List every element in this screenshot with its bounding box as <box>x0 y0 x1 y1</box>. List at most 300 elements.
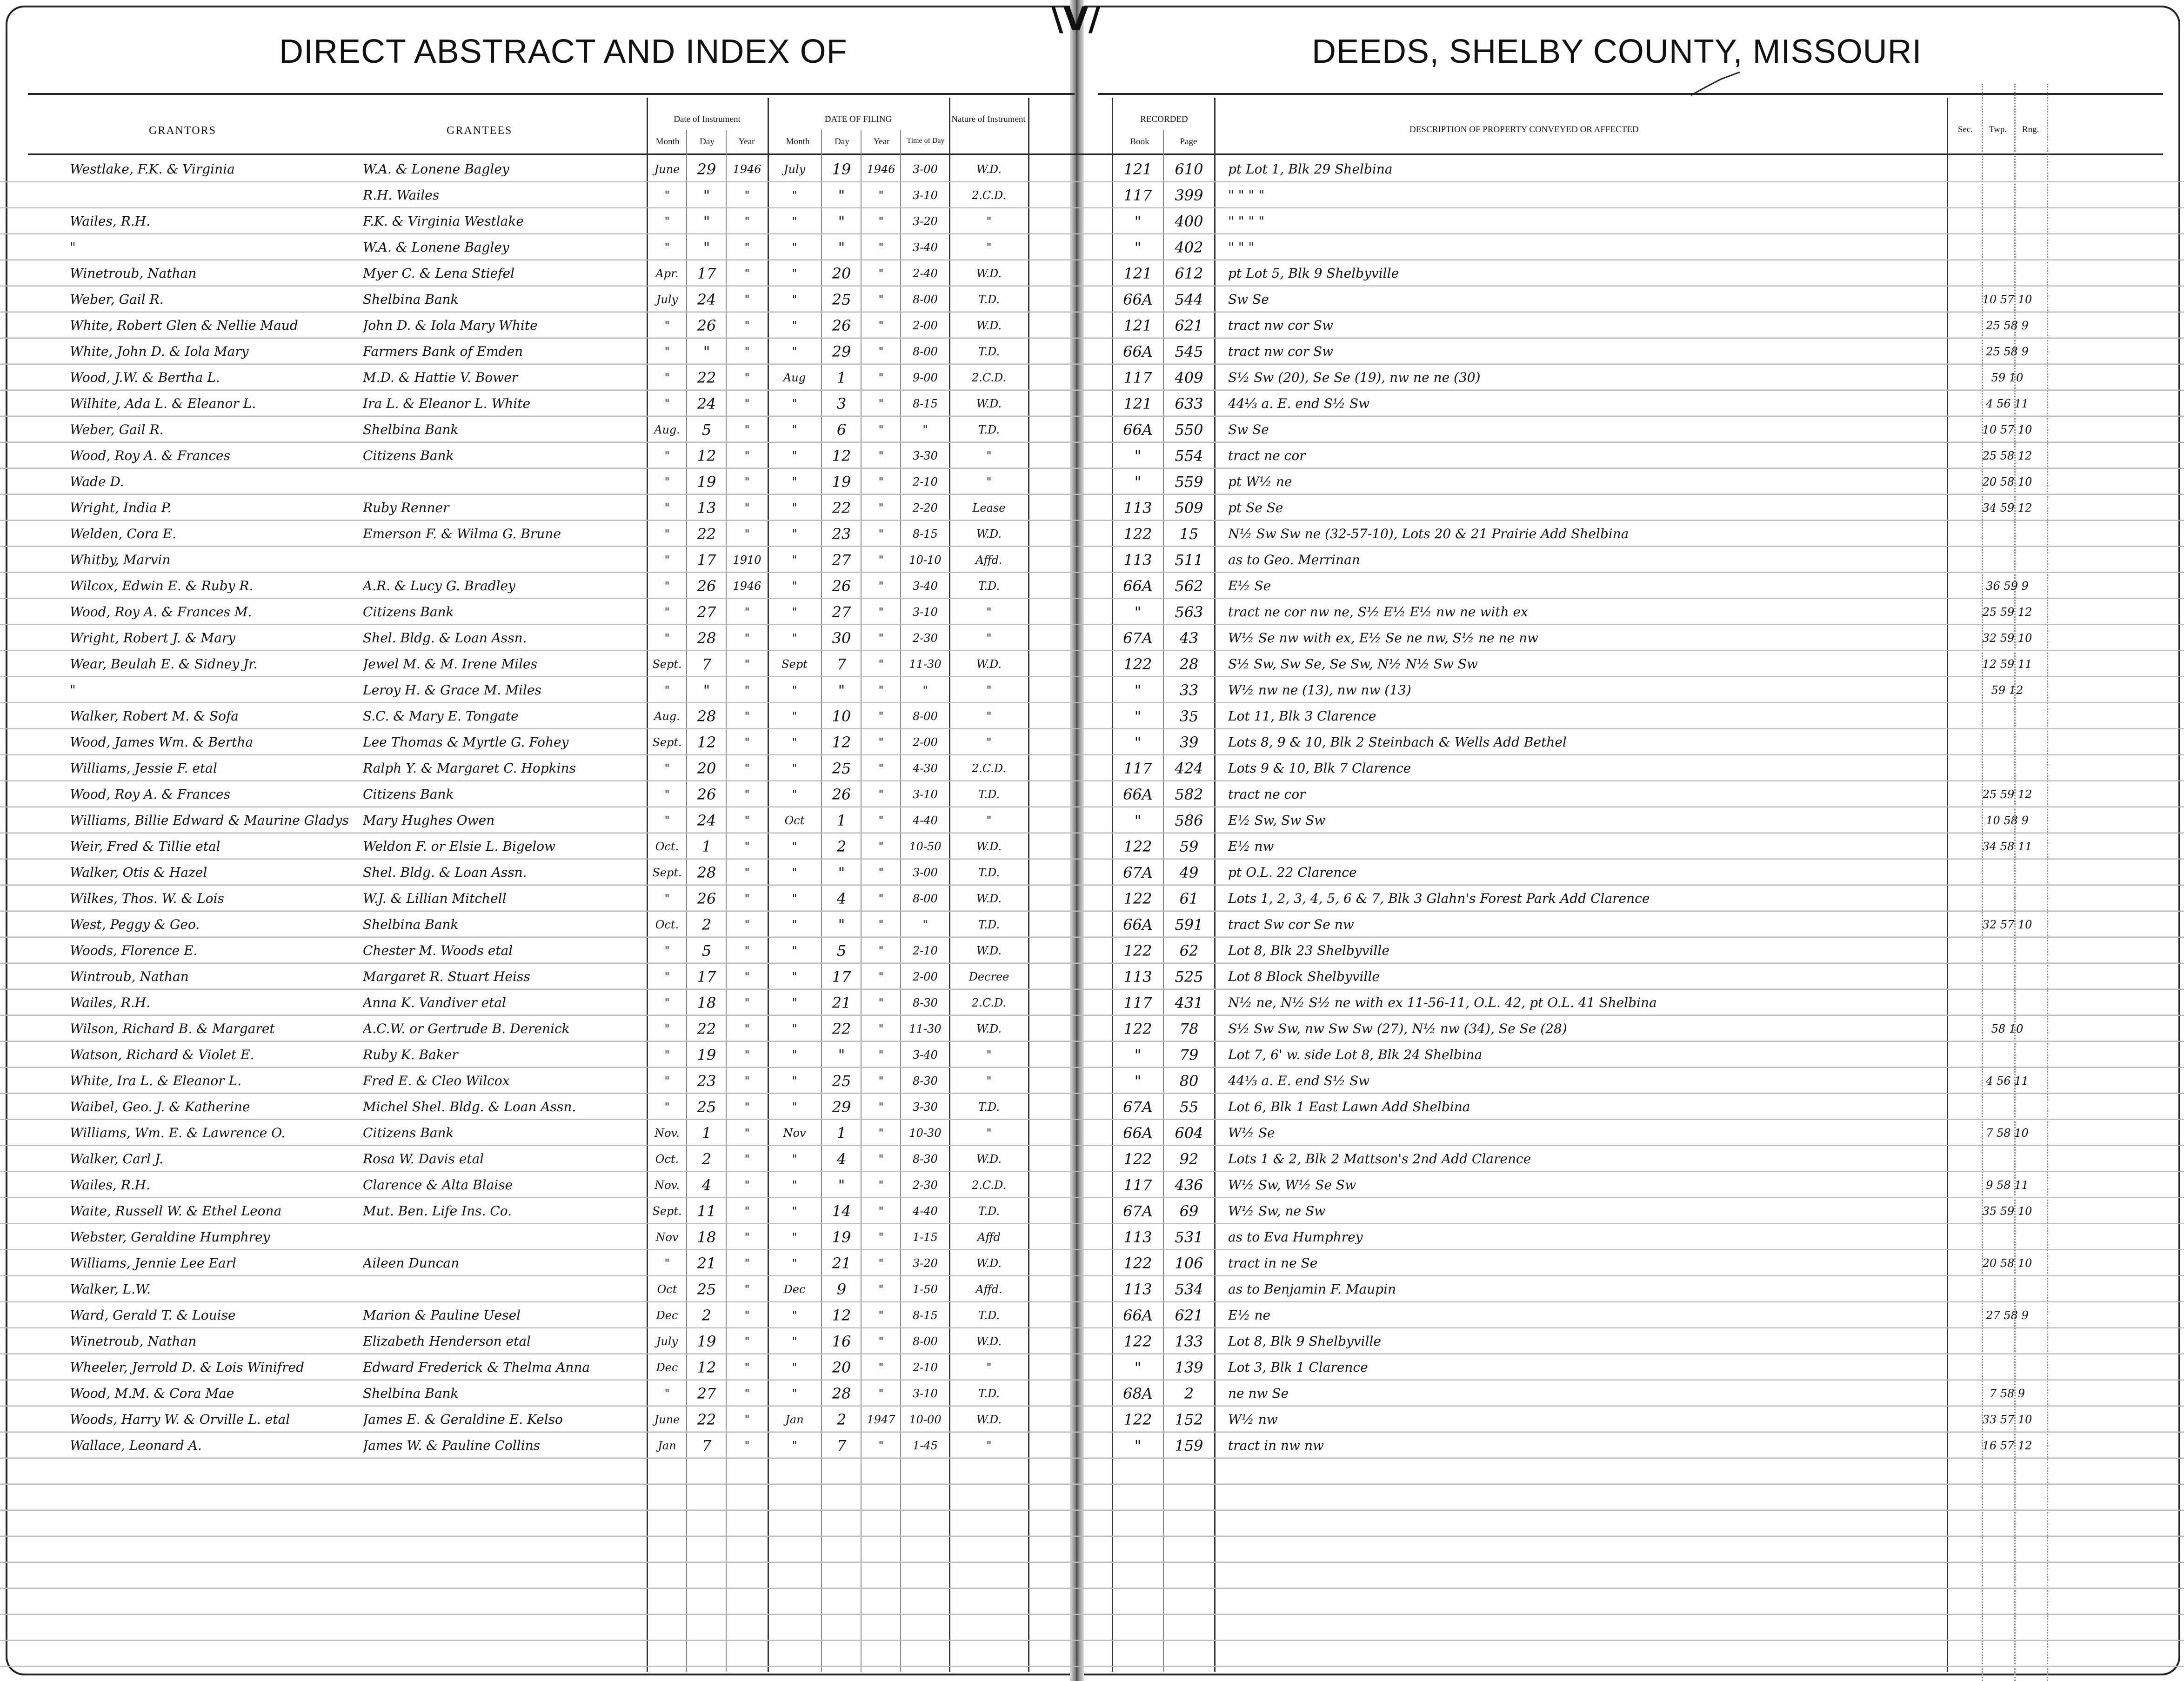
cell-im: Nov. <box>655 1179 680 1192</box>
cell-fd: 26 <box>832 317 851 334</box>
cell-page: 15 <box>1179 525 1199 543</box>
cell-fd: 29 <box>832 343 851 360</box>
cell-im: " <box>664 970 670 983</box>
cell-fm: " <box>792 606 797 619</box>
cell-page: 55 <box>1179 1098 1199 1116</box>
cell-fd: " <box>838 1046 845 1064</box>
cell-fm: " <box>792 1231 797 1244</box>
cell-nat: T.D. <box>978 1101 1000 1114</box>
cell-fm: Oct <box>784 814 805 827</box>
cell-desc: E½ nw <box>1228 839 1274 854</box>
cell-ft: " <box>922 423 928 436</box>
cell-iy: " <box>744 892 750 905</box>
cell-page: 39 <box>1179 734 1199 751</box>
cell-str: 7 58 9 <box>1989 1387 2025 1400</box>
cell-iy: " <box>744 1439 750 1452</box>
table-row <box>0 1146 2184 1172</box>
cell-iy: 1910 <box>733 554 761 567</box>
cell-fm: " <box>792 970 797 983</box>
cell-desc: tract Sw cor Se nw <box>1228 917 1354 932</box>
cell-fd: 19 <box>832 1228 851 1246</box>
cell-str: 32 57 10 <box>1982 918 2032 931</box>
cell-fm: " <box>792 1387 797 1400</box>
table-row <box>0 1302 2184 1328</box>
cell-page: 562 <box>1175 577 1203 595</box>
cell-id: 21 <box>697 1254 716 1272</box>
cell-iy: " <box>744 684 750 697</box>
cell-fy: " <box>878 1205 884 1218</box>
cell-im: Dec <box>656 1309 678 1322</box>
table-row <box>0 287 2184 313</box>
cell-book: 122 <box>1123 1333 1152 1350</box>
table-row <box>0 834 2184 860</box>
cell-grantor: Wood, Roy A. & Frances M. <box>70 604 252 620</box>
cell-grantor: Wood, Roy A. & Frances <box>70 448 230 463</box>
cell-iy: " <box>744 371 750 384</box>
cell-book: 66A <box>1123 577 1153 595</box>
cell-grantee: W.A. & Lonene Bagley <box>363 240 509 255</box>
cell-nat: W.D. <box>976 1022 1002 1035</box>
cell-iy: " <box>744 970 750 983</box>
cell-fd: 4 <box>836 1150 847 1168</box>
cell-str: 34 58 11 <box>1982 840 2032 853</box>
cell-book: " <box>1134 1437 1142 1454</box>
cell-grantor: Wailes, R.H. <box>70 995 150 1010</box>
cell-grantor: Weber, Gail R. <box>70 292 164 307</box>
cell-nat: " <box>986 710 992 723</box>
cell-fy: " <box>878 658 884 671</box>
cell-fy: " <box>878 319 884 332</box>
cell-fd: 29 <box>832 1098 851 1116</box>
cell-id: 28 <box>697 864 716 881</box>
cell-fm: " <box>792 580 797 593</box>
cell-page: 133 <box>1175 1333 1203 1350</box>
cell-fd: 28 <box>832 1385 851 1402</box>
cell-grantor: Wilcox, Edwin E. & Ruby R. <box>70 578 254 594</box>
table-row <box>0 156 2184 182</box>
cell-grantor: Wood, M.M. & Cora Mae <box>70 1386 234 1401</box>
cell-fm: " <box>792 1361 797 1374</box>
cell-grantor: Wood, Roy A. & Frances <box>70 787 230 802</box>
cell-id: 18 <box>697 994 716 1012</box>
cell-ft: 2-00 <box>913 319 938 332</box>
cell-im: " <box>664 580 670 593</box>
cell-iy: " <box>744 762 750 775</box>
cell-fy: " <box>878 1153 884 1166</box>
cell-id: 25 <box>697 1098 716 1116</box>
cell-fy: " <box>878 1361 884 1374</box>
cell-im: July <box>656 1335 678 1348</box>
cell-id: 18 <box>697 1228 716 1246</box>
table-row <box>0 1120 2184 1146</box>
cell-im: " <box>664 788 670 801</box>
cell-desc: tract ne cor <box>1228 787 1306 802</box>
cell-ft: 3-10 <box>913 606 938 619</box>
cell-grantee: S.C. & Mary E. Tongate <box>363 708 519 724</box>
cell-id: 24 <box>697 291 716 308</box>
col-fil-month: Month <box>786 137 810 147</box>
cell-fd: 12 <box>832 447 851 465</box>
cell-id: 2 <box>701 1150 712 1168</box>
cell-desc: N½ Sw Sw ne (32-57-10), Lots 20 & 21 Prairie Add Shelbina <box>1228 526 1629 541</box>
cell-book: " <box>1134 213 1142 230</box>
cell-book: " <box>1134 603 1142 621</box>
table-row <box>0 651 2184 677</box>
cell-ft: 8-00 <box>913 345 938 358</box>
cell-page: 591 <box>1175 916 1203 934</box>
cell-nat: T.D. <box>978 918 1000 931</box>
cell-grantee: Shelbina Bank <box>363 422 459 437</box>
table-row <box>0 1276 2184 1302</box>
cell-im: " <box>664 449 670 462</box>
cell-str: 59 12 <box>1991 684 2024 697</box>
cell-ft: 1-45 <box>913 1439 938 1452</box>
cell-book: 117 <box>1123 1176 1152 1194</box>
cell-fd: " <box>838 213 845 230</box>
cell-nat: T.D. <box>978 1205 1000 1218</box>
cell-im: " <box>664 1048 670 1061</box>
cell-grantee: Mut. Ben. Life Ins. Co. <box>363 1203 512 1219</box>
cell-im: " <box>664 527 670 540</box>
cell-im: " <box>664 345 670 358</box>
table-row <box>0 417 2184 443</box>
cell-im: " <box>664 684 670 697</box>
cell-fm: " <box>792 189 797 202</box>
cell-ft: 10-10 <box>909 554 942 567</box>
cell-grantee: James W. & Pauline Collins <box>363 1438 541 1453</box>
table-row <box>0 599 2184 625</box>
cell-ft: 1-50 <box>913 1283 938 1296</box>
cell-fm: July <box>783 163 806 176</box>
cell-fm: " <box>792 501 797 514</box>
cell-id: 1 <box>701 1124 712 1142</box>
cell-book: 113 <box>1123 551 1152 569</box>
cell-fm: " <box>792 423 797 436</box>
cell-book: " <box>1134 1046 1142 1064</box>
cell-im: July <box>656 293 678 306</box>
cell-id: 12 <box>697 734 716 751</box>
cell-im: " <box>664 606 670 619</box>
cell-ft: 8-00 <box>913 710 938 723</box>
cell-nat: W.D. <box>976 892 1002 905</box>
cell-id: " <box>703 681 710 699</box>
col-recorded-header: RECORDED <box>1140 114 1188 124</box>
cell-grantor: Wilkes, Thos. W. & Lois <box>70 891 224 906</box>
cell-nat: " <box>986 215 992 228</box>
cell-page: 525 <box>1175 968 1203 986</box>
cell-iy: " <box>744 1074 750 1087</box>
cell-desc: pt Lot 1, Blk 29 Shelbina <box>1228 161 1393 177</box>
cell-fm: " <box>792 1257 797 1270</box>
cell-nat: Affd. <box>975 1283 1002 1296</box>
cell-id: 28 <box>697 629 716 647</box>
cell-desc: Lot 8, Blk 9 Shelbyville <box>1228 1334 1382 1349</box>
cell-str: 59 10 <box>1991 371 2024 384</box>
cell-grantor: Weir, Fred & Tillie etal <box>70 839 220 854</box>
cell-str: 25 59 12 <box>1982 606 2032 619</box>
table-row <box>0 729 2184 755</box>
cell-grantor: Woods, Florence E. <box>70 943 198 958</box>
cell-im: Sept. <box>652 658 682 671</box>
col-inst-month: Month <box>655 137 680 147</box>
cell-fd: 22 <box>832 499 851 517</box>
cell-page: 424 <box>1175 760 1203 777</box>
cell-fm: " <box>792 554 797 567</box>
cell-fy: " <box>878 1335 884 1348</box>
cell-desc: W½ Se nw with ex, E½ Se ne nw, S½ ne ne nw <box>1228 630 1538 646</box>
cell-fy: " <box>878 293 884 306</box>
cell-fm: " <box>792 710 797 723</box>
cell-book: 121 <box>1123 317 1152 334</box>
cell-nat: 2.C.D. <box>971 996 1007 1009</box>
cell-nat: T.D. <box>978 788 1000 801</box>
cell-grantee: Ralph Y. & Margaret C. Hopkins <box>363 760 576 776</box>
cell-page: 69 <box>1179 1202 1199 1220</box>
cell-fd: 20 <box>832 265 851 282</box>
cell-str: 35 59 10 <box>1982 1205 2032 1218</box>
cell-nat: W.D. <box>976 1257 1002 1270</box>
cell-grantor: White, Ira L. & Eleanor L. <box>70 1073 241 1088</box>
cell-iy: " <box>744 1153 750 1166</box>
cell-desc: W½ Sw, W½ Se Sw <box>1228 1177 1356 1193</box>
cell-fd: 10 <box>832 707 851 725</box>
table-row <box>0 547 2184 573</box>
cell-fd: 2 <box>836 1411 847 1428</box>
cell-grantee: Shel. Bldg. & Loan Assn. <box>363 865 527 880</box>
col-grantors-header: GRANTORS <box>149 125 216 137</box>
cell-ft: 3-40 <box>913 1048 938 1061</box>
cell-im: " <box>664 762 670 775</box>
cell-grantee: A.R. & Lucy G. Bradley <box>363 578 515 594</box>
cell-fd: 1 <box>836 369 847 387</box>
cell-im: Sept. <box>652 866 682 879</box>
cell-fd: 21 <box>832 1254 851 1272</box>
cell-fy: " <box>878 684 884 697</box>
cell-desc: Lot 3, Blk 1 Clarence <box>1228 1360 1368 1375</box>
cell-fd: " <box>838 239 845 256</box>
cell-id: 26 <box>697 577 716 595</box>
cell-str: 32 59 10 <box>1982 632 2032 645</box>
cell-grantor: Williams, Jessie F. etal <box>70 760 217 776</box>
cell-book: 121 <box>1123 160 1152 178</box>
cell-grantee: Chester M. Woods etal <box>363 943 513 958</box>
cell-grantor: " <box>70 240 76 255</box>
cell-grantee: A.C.W. or Gertrude B. Derenick <box>363 1021 570 1036</box>
col-inst-year: Year <box>738 137 755 147</box>
cell-nat: 2.C.D. <box>971 762 1007 775</box>
cell-page: 621 <box>1175 1307 1203 1324</box>
cell-id: 4 <box>701 1176 712 1194</box>
cell-nat: W.D. <box>976 163 1002 176</box>
cell-fm: " <box>792 215 797 228</box>
cell-grantee: Aileen Duncan <box>363 1255 460 1271</box>
table-row <box>0 443 2184 469</box>
cell-im: " <box>664 501 670 514</box>
cell-book: " <box>1134 473 1142 491</box>
cell-book: " <box>1134 681 1142 699</box>
cell-im: Nov. <box>655 1127 680 1140</box>
cell-ft: 2-10 <box>913 475 938 488</box>
cell-grantor: Welden, Cora E. <box>70 526 176 541</box>
cell-iy: " <box>744 475 750 488</box>
cell-im: " <box>664 1387 670 1400</box>
header-bottom-rule <box>28 153 2163 155</box>
cell-book: 66A <box>1123 291 1153 308</box>
cell-book: 113 <box>1123 499 1152 517</box>
cell-grantee: Edward Frederick & Thelma Anna <box>363 1360 590 1375</box>
cell-book: 113 <box>1123 968 1152 986</box>
cell-str: 4 56 11 <box>1986 397 2029 410</box>
col-date-filing-header: DATE OF FILING <box>824 114 892 124</box>
cell-im: Oct. <box>655 918 679 931</box>
cell-nat: " <box>986 475 992 488</box>
cell-desc: Lots 1 & 2, Blk 2 Mattson's 2nd Add Clarence <box>1228 1151 1531 1167</box>
cell-fm: " <box>792 736 797 749</box>
cell-im: " <box>664 892 670 905</box>
table-row <box>0 339 2184 365</box>
cell-iy: " <box>744 840 750 853</box>
cell-page: 49 <box>1179 864 1199 881</box>
cell-iy: " <box>744 293 750 306</box>
cell-book: 113 <box>1123 1228 1152 1246</box>
cell-nat: " <box>986 1439 992 1452</box>
cell-id: 29 <box>697 160 716 178</box>
cell-ft: 8-00 <box>913 293 938 306</box>
cell-grantor: Wade D. <box>70 474 124 489</box>
table-row <box>0 755 2184 781</box>
cell-desc: Sw Se <box>1228 422 1269 437</box>
cell-grantee: M.D. & Hattie V. Bower <box>363 370 518 385</box>
table-row <box>0 1042 2184 1068</box>
cell-book: 67A <box>1123 864 1153 881</box>
cell-iy: " <box>744 1127 750 1140</box>
cell-iy: " <box>744 1048 750 1061</box>
cell-im: Oct <box>657 1283 677 1296</box>
cell-iy: " <box>744 1387 750 1400</box>
cell-page: 159 <box>1175 1437 1203 1454</box>
cell-fd: 27 <box>832 551 851 569</box>
cell-grantee: Fred E. & Cleo Wilcox <box>363 1073 510 1088</box>
cell-ft: " <box>922 918 928 931</box>
cell-desc: tract ne cor nw ne, S½ E½ E½ nw ne with ex <box>1228 604 1528 620</box>
cell-grantee: Ira L. & Eleanor L. White <box>363 396 531 411</box>
cell-ft: 10-00 <box>909 1413 942 1426</box>
cell-id: 2 <box>701 916 712 934</box>
cell-page: 436 <box>1175 1176 1203 1194</box>
cell-str: 10 57 10 <box>1982 293 2032 306</box>
cell-im: " <box>664 241 670 254</box>
cell-grantee: Shelbina Bank <box>363 917 459 932</box>
cell-ft: 8-30 <box>913 1153 938 1166</box>
cell-page: 550 <box>1175 421 1203 439</box>
cell-fm: " <box>792 345 797 358</box>
cell-im: Jan <box>658 1439 676 1452</box>
cell-id: " <box>703 343 710 360</box>
cell-grantee: Shel. Bldg. & Loan Assn. <box>363 630 527 646</box>
cell-ft: 3-10 <box>913 1387 938 1400</box>
cell-ft: 3-40 <box>913 580 938 593</box>
cell-nat: 2.C.D. <box>971 189 1007 202</box>
cell-grantor: Waite, Russell W. & Ethel Leona <box>70 1203 282 1219</box>
cell-fy: " <box>878 475 884 488</box>
cell-iy: " <box>744 527 750 540</box>
cell-fm: " <box>792 866 797 879</box>
cell-ft: 9-00 <box>913 371 938 384</box>
cell-fy: " <box>878 423 884 436</box>
cell-fd: 12 <box>832 1307 851 1324</box>
cell-nat: W.D. <box>976 319 1002 332</box>
cell-grantor: Wheeler, Jerrold D. & Lois Winifred <box>70 1360 305 1375</box>
cell-grantor: Williams, Billie Edward & Maurine Gladys <box>70 813 349 828</box>
cell-fd: 26 <box>832 786 851 803</box>
cell-page: 43 <box>1179 629 1199 647</box>
cell-id: 19 <box>697 1046 716 1064</box>
cell-grantor: Wright, India P. <box>70 500 172 515</box>
cell-book: " <box>1134 239 1142 256</box>
binding-mark: \V/ <box>1051 0 1101 38</box>
cell-fm: " <box>792 319 797 332</box>
cell-ft: 4-40 <box>913 814 938 827</box>
cell-fy: " <box>878 814 884 827</box>
cell-grantee: Ruby Renner <box>363 500 449 515</box>
cell-desc: tract nw cor Sw <box>1228 344 1334 359</box>
cell-nat: W.D. <box>976 267 1002 280</box>
cell-iy: " <box>744 658 750 671</box>
cell-fy: " <box>878 1101 884 1114</box>
cell-im: " <box>664 814 670 827</box>
col-nature-header: Nature of Instrument <box>951 114 1026 124</box>
cell-iy: " <box>744 1101 750 1114</box>
cell-iy: " <box>744 1335 750 1348</box>
cell-grantee: Marion & Pauline Uesel <box>363 1307 521 1323</box>
cell-book: " <box>1134 1072 1142 1090</box>
cell-grantee: Leroy H. & Grace M. Miles <box>363 682 541 698</box>
cell-fd: 26 <box>832 577 851 595</box>
cell-fy: " <box>878 736 884 749</box>
ledger-rows <box>0 156 2184 1668</box>
table-row <box>0 521 2184 547</box>
table-row <box>0 1224 2184 1250</box>
cell-nat: 2.C.D. <box>971 371 1007 384</box>
cell-ft: 3-30 <box>913 449 938 462</box>
table-row <box>0 1381 2184 1407</box>
cell-desc: tract ne cor <box>1228 448 1306 463</box>
cell-fy: " <box>878 189 884 202</box>
cell-grantee: Clarence & Alta Blaise <box>363 1177 513 1193</box>
cell-page: 582 <box>1175 786 1203 803</box>
cell-fm: " <box>792 1439 797 1452</box>
cell-desc: S½ Sw, Sw Se, Se Sw, N½ N½ Sw Sw <box>1228 656 1478 672</box>
col-inst-day: Day <box>700 137 715 147</box>
cell-fd: 1 <box>836 1124 847 1142</box>
cell-str: 12 59 11 <box>1982 658 2032 671</box>
cell-id: 11 <box>697 1202 716 1220</box>
cell-fd: 23 <box>832 525 851 543</box>
cell-desc: tract in ne Se <box>1228 1255 1318 1271</box>
cell-fy: " <box>878 606 884 619</box>
cell-iy: 1946 <box>733 163 761 176</box>
cell-fm: " <box>792 1179 797 1192</box>
cell-fy: " <box>878 866 884 879</box>
cell-nat: Affd. <box>975 554 1002 567</box>
cell-fy: " <box>878 449 884 462</box>
cell-page: 61 <box>1179 890 1199 907</box>
cell-str: 25 58 9 <box>1986 345 2029 358</box>
cell-str: 4 56 11 <box>1986 1074 2029 1087</box>
cell-iy: " <box>744 1179 750 1192</box>
cell-im: " <box>664 554 670 567</box>
cell-grantee: Citizens Bank <box>363 604 454 620</box>
